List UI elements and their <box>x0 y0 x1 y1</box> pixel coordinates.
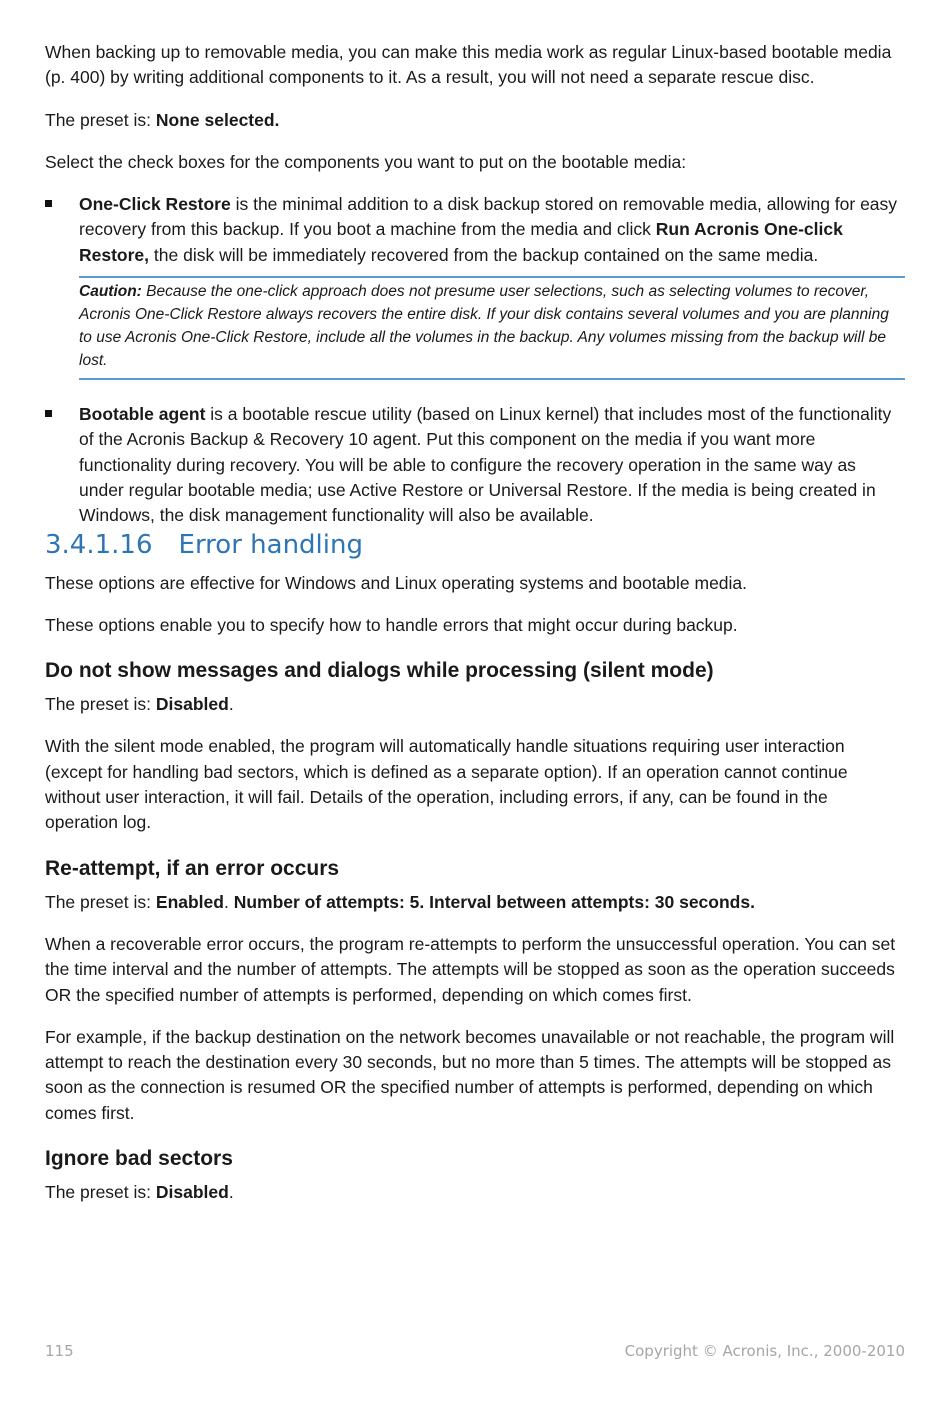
caution-note <box>79 276 905 380</box>
ignore-preset-line <box>45 1180 905 1205</box>
section-title: Error handling <box>178 529 363 560</box>
caution-text: Because the one-click approach does not presume user selections, such as selecting volumes to recover, Acronis One-Click Restore always recovers the entire disk. If your disk contains several volumes and you are planning to use Acronis One-Click Restore, include all the volumes in the backup. Any volumes missing from the backup will be lost. <box>79 283 889 370</box>
reattempt-heading: Re-attempt, if an error occurs <box>45 856 340 880</box>
preset-prefix: The preset is: <box>45 109 156 130</box>
term-bootable-agent: Bootable agent <box>79 404 206 425</box>
section-number: 3.4.1.16 <box>45 529 153 560</box>
document-page <box>45 40 905 1205</box>
reattempt-body-1: When a recoverable error occurs, the program re-attempts to perform the unsuccessful operation. You can set the time interval and the number of attempts. The attempts will be stopped as soon as the operation succeeds OR the specified number of attempts is performed, depending on which comes first. <box>45 933 896 1005</box>
preset-suffix: . <box>228 1182 234 1203</box>
item-text: is a bootable rescue utility (based on Linux kernel) that includes most of the functionality of the Acronis Backup & Recovery 10 agent. Put this component on the media if you want more functionality during recovery. You will be able to configure the recovery operation in the same way as under regular bootable media; use Active Restore or Universal Restore. If the media is being created in Windows, the disk management functionality will also be available. <box>79 404 892 526</box>
silent-mode-heading: Do not show messages and dialogs while processing (silent mode) <box>45 659 714 683</box>
components-list <box>45 192 905 268</box>
inline-bold-run-acronis: Run Acronis One-click Restore, <box>79 219 843 265</box>
preset-details: Number of attempts: 5. Interval between attempts: 30 seconds. <box>233 891 755 912</box>
list-item-one-click-restore <box>45 192 905 268</box>
preset-value: None selected. <box>155 109 280 130</box>
preset-separator: . <box>223 891 234 912</box>
preset-prefix: The preset is: <box>45 694 156 715</box>
section-paragraph-1: These options are effective for Windows and Linux operating systems and bootable media. <box>45 572 748 593</box>
intro-preset-line <box>45 108 905 133</box>
item-text-continued: the disk will be immediately recovered from the backup contained on the same media. <box>149 244 819 265</box>
reattempt-body-2: For example, if the backup destination on the network becomes unavailable or not reachable, the program will attempt to reach the destination every 30 seconds, but no more than 5 times. The attempts will be stopped as soon as the connection is resumed OR the specified number of attempts is performed, depending on which comes first. <box>45 1026 895 1123</box>
preset-value: Disabled <box>155 694 229 715</box>
copyright-notice: Copyright © Acronis, Inc., 2000-2010 <box>624 1342 905 1360</box>
silent-preset-line <box>45 692 905 717</box>
ignore-bad-sectors-heading: Ignore bad sectors <box>45 1147 233 1171</box>
preset-prefix: The preset is: <box>45 891 156 912</box>
term-one-click-restore: One-Click Restore <box>79 194 231 215</box>
silent-mode-body: With the silent mode enabled, the program will automatically handle situations requiring user interaction (except for handling bad sectors, which is defined as a separate option). If an operation cannot continue without user interaction, it will fail. Details of the operation, including errors, if any, can be found in the operation log. <box>45 736 848 833</box>
preset-value: Enabled <box>155 891 224 912</box>
list-item-bootable-agent <box>45 402 905 528</box>
reattempt-preset-line <box>45 890 905 915</box>
select-instruction: Select the check boxes for the components you want to put on the bootable media: <box>45 151 687 172</box>
bullet-square-icon <box>45 200 52 207</box>
section-paragraph-2: These options enable you to specify how to handle errors that might occur during backup. <box>45 614 738 635</box>
page-number: 115 <box>45 1342 74 1360</box>
preset-value: Disabled <box>155 1182 229 1203</box>
section-heading <box>45 529 905 561</box>
components-list-continued <box>45 402 905 528</box>
preset-suffix: . <box>228 694 234 715</box>
caution-label: Caution: <box>79 283 142 301</box>
item-text: is the minimal addition to a disk backup stored on removable media, allowing for easy recovery from this backup. If you boot a machine from the media and click <box>79 194 898 240</box>
preset-prefix: The preset is: <box>45 1182 156 1203</box>
intro-paragraph: When backing up to removable media, you can make this media work as regular Linux-based bootable media (p. 400) by writing additional components to it. As a result, you will not need a separate rescue disc. <box>45 42 892 88</box>
bullet-square-icon <box>45 410 52 417</box>
